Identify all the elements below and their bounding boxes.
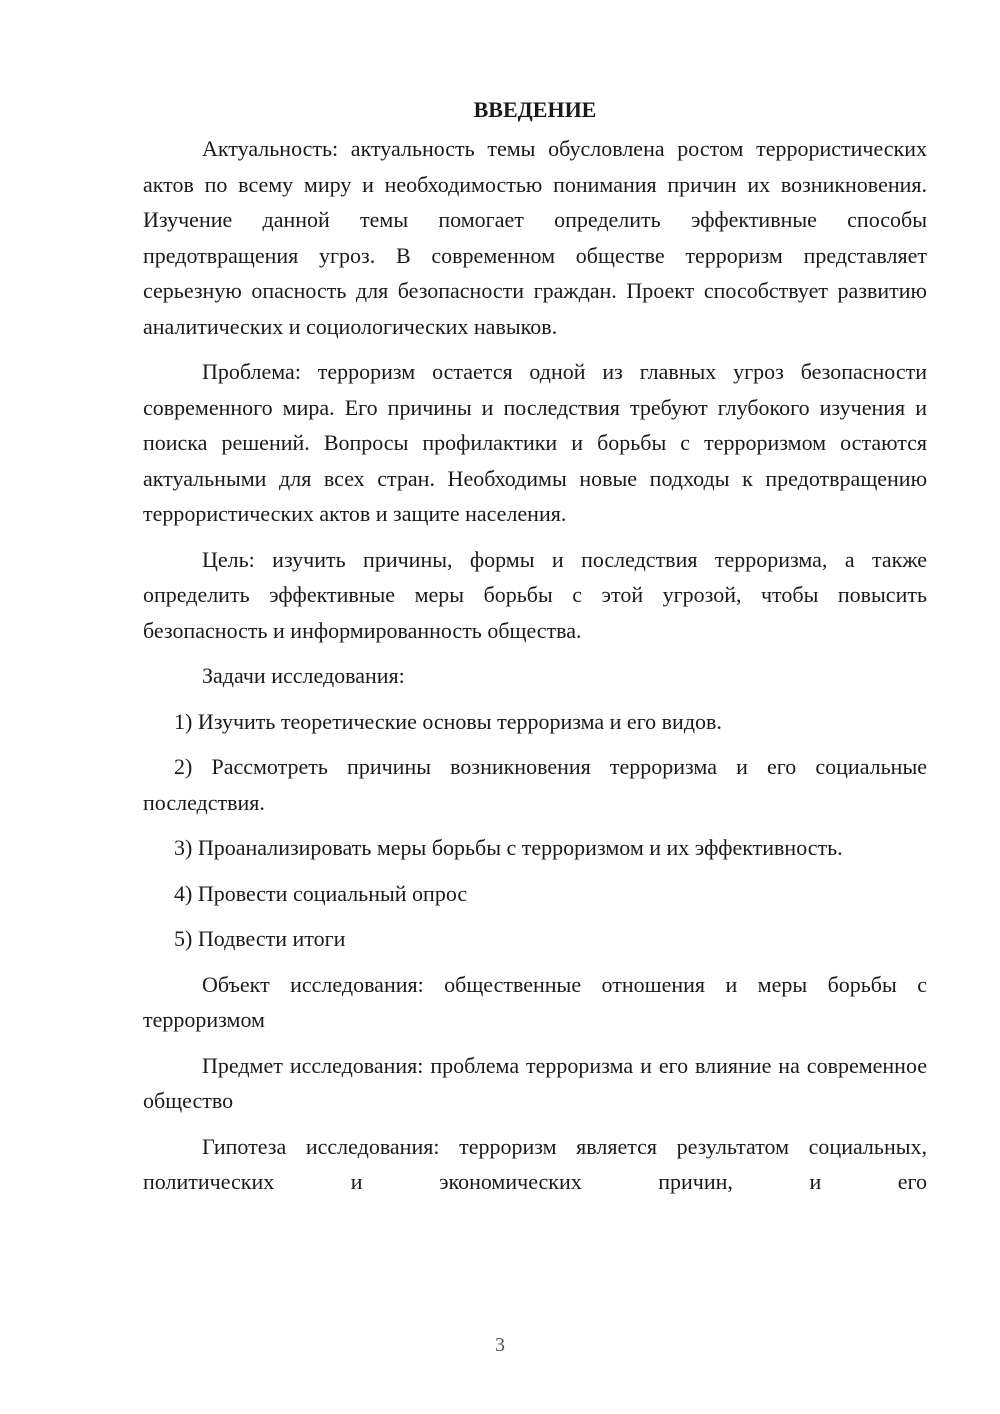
- task-item-5: 5) Подвести итоги: [174, 926, 346, 951]
- paragraph-problem: Проблема: терроризм остается одной из главных угроз безопасности современного мира. Его причины и последствия требуют глубокого изучения и поиска решений. Вопросы профилактики и борьбы с терроризмом остаются актуальными для всех стран. Необходимы новые подходы к предотвращению террористических актов и защите населения.: [143, 359, 927, 526]
- page-number: 3: [495, 1334, 505, 1356]
- task-item-3: 3) Проанализировать меры борьбы с терроризмом и их эффективность.: [174, 835, 843, 860]
- task-item-2: 2) Рассмотреть причины возникновения терроризма и его социальные последствия.: [143, 754, 927, 815]
- task-item-4: 4) Провести социальный опрос: [174, 880, 468, 906]
- document-page: [143, 92, 927, 1210]
- paragraph-tasks-heading: Задачи исследования:: [202, 663, 405, 688]
- paragraph-goal: Цель: изучить причины, формы и последствия терроризма, а также определить эффективные меры борьбы с этой угрозой, чтобы повысить безопасность и информированность общества.: [143, 546, 927, 643]
- paragraph-subject: Предмет исследования: проблема терроризма и его влияние на современное общество: [143, 1052, 927, 1113]
- paragraph-object: Объект исследования: общественные отношения и меры борьбы с терроризмом: [143, 971, 927, 1032]
- paragraph-relevance: Актуальность: актуальность темы обусловлена ростом террористических актов по всему миру и необходимостью понимания причин их возникновения. Изучение данной темы помогает определить эффективные способы предотвращения угроз. В современном обществе терроризм представляет серьезную опасность для безопасности граждан. Проект способствует развитию аналитических и социологических навыков.: [143, 136, 927, 339]
- task-item-1: 1) Изучить теоретические основы терроризма и его видов.: [174, 708, 722, 734]
- section-title: ВВЕДЕНИЕ: [473, 97, 597, 122]
- paragraph-hypothesis: Гипотеза исследования: терроризм является результатом социальных, политических и экономических причин, и его: [143, 1133, 927, 1194]
